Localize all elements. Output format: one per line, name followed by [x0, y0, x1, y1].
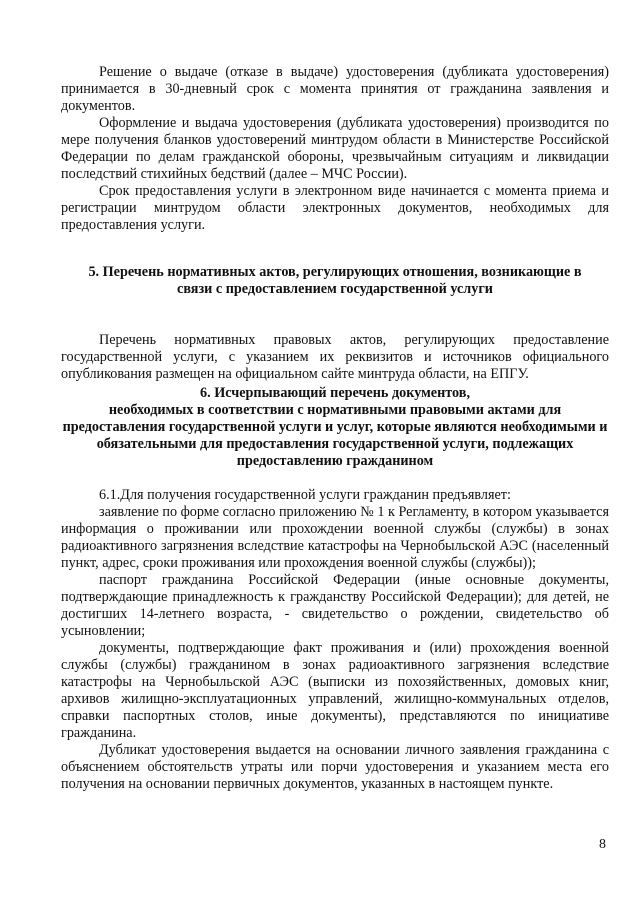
list-item-passport: паспорт гражданина Российской Федерации (иные основные документы, подтверждающие принадлежность к гражданству Российской Федерации); для детей, не достигших 14-летнего возраста, - свидетельство о рождении, свидетельство об усыновлении;	[61, 572, 609, 639]
section-6-heading-line2: необходимых в соответствии с нормативными правовыми актами для предоставления государственной услуги и услуг, которые являются необходимыми и обязательными для предоставления государственной услуги, подлежащих предоставлению гражданином	[62, 402, 608, 469]
section-6-intro: 6.1.Для получения государственной услуги гражданин предъявляет:	[99, 487, 511, 503]
section-5-heading: 5. Перечень нормативных актов, регулирующих отношения, возникающие в связи с предоставлением государственной услуги	[88, 264, 582, 297]
section-5	[61, 264, 609, 383]
section-6-heading-line1: 6. Исчерпывающий перечень документов,	[200, 385, 470, 401]
list-item-duplicate: Дубликат удостоверения выдается на основании личного заявления гражданина с объяснением обстоятельств утраты или порчи удостоверения и указанием места его получения на основании первичных документов, указанных в настоящем пункте.	[61, 742, 609, 792]
page-number: 8	[599, 837, 606, 852]
paragraph-decision: Решение о выдаче (отказе в выдаче) удостоверения (дубликата удостоверения) принимается в 30-дневный срок с момента принятия от гражданина заявления и документов.	[61, 64, 609, 114]
list-item-application: заявление по форме согласно приложению № 1 к Регламенту, в котором указывается информация о проживании или прохождении военной службы (службы) в зонах радиоактивного загрязнения вследствие катастрофы на Чернобыльской АЭС (населенный пункт, адрес, сроки проживания или прохождения военной службы (службы));	[61, 504, 609, 571]
top-paragraphs	[61, 64, 609, 234]
paragraph-electronic-term: Срок предоставления услуги в электронном виде начинается с момента приема и регистрации минтрудом области электронных документов, необходимых для предоставления услуги.	[61, 183, 609, 233]
section-5-text: Перечень нормативных правовых актов, регулирующих предоставление государственной услуги, с указанием их реквизитов и источников официального опубликования размещен на официальном сайте минтруда области, на ЕПГУ.	[61, 332, 609, 382]
section-6	[61, 385, 609, 793]
paragraph-issuance: Оформление и выдача удостоверения (дубликата удостоверения) производится по мере получения бланков удостоверений минтрудом области в Министерстве Российской Федерации по делам гражданской обороны, чрезвычайным ситуациям и ликвидации последствий стихийных бедствий (далее – МЧС России).	[61, 115, 609, 182]
list-item-residence-docs: документы, подтверждающие факт проживания и (или) прохождения военной службы (службы) гражданином в зонах радиоактивного загрязнения вследствие катастрофы на Чернобыльской АЭС (выписки из похозяйственных, домовых книг, архивов жилищно-эксплуатационных управлений, жилищно-коммунальных отделов, справки паспортных столов, иные документы), представляются по инициативе гражданина.	[61, 640, 609, 741]
